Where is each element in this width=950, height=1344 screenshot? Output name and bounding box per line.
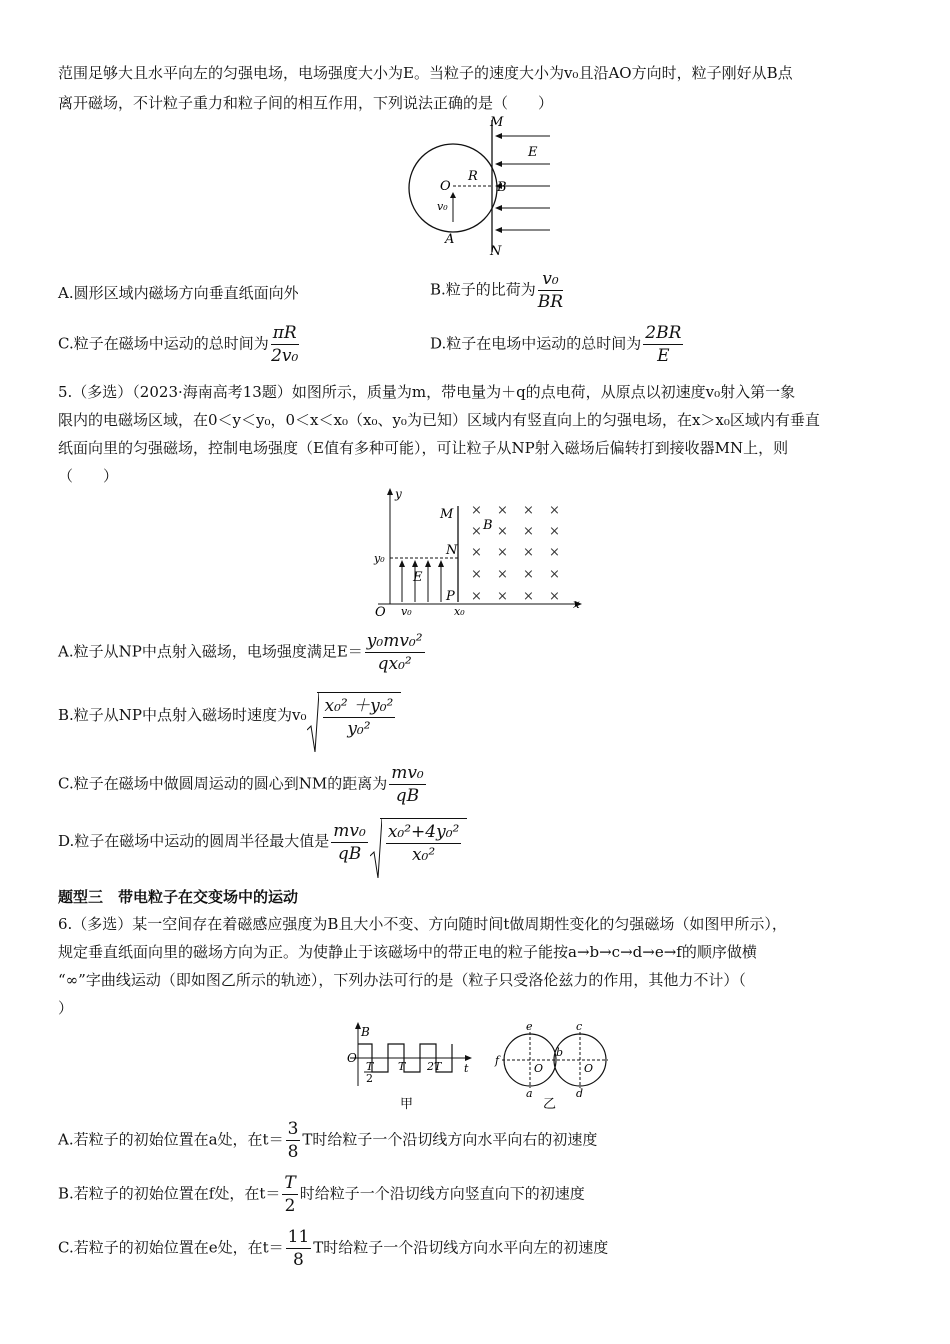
q4-option-d: D.粒子在电场中运动的总时间为 $\frac{2BR}{E}$ [430,323,682,366]
label-e: e [526,1020,533,1033]
label-T2-num: T [366,1060,374,1073]
svg-text:×: × [549,589,560,604]
section-title: 题型三 带电粒子在交变场中的运动 [58,888,299,906]
label-O: O [375,605,386,619]
label-c: c [576,1020,583,1033]
label-O: O [440,179,451,194]
svg-text:×: × [523,503,534,518]
label-O2: O [584,1062,594,1075]
label-2T: 2T [427,1060,442,1073]
svg-text:×: × [471,524,482,539]
q6-line1: 6.（多选）某一空间存在着磁感应强度为B且大小不变、方向随时间t做周期性变化的匀强磁场（如图甲所示）， [58,915,787,933]
q4-option-c: C.粒子在磁场中运动的总时间为 $\frac{\pi R}{\text{2v₀}}$ [58,323,299,366]
svg-text:×: × [497,524,508,539]
label-x0: x₀ [454,605,465,618]
q5-option-b: B.粒子从NP中点射入磁场时速度为v₀ $\frac{\text{x₀² ＋y₀²}}{\text{y₀²}}$ [58,692,401,740]
q5-line1: 5.（多选）（2023·海南高考13题）如图所示，质量为m，带电量为＋q的点电荷，从原点以初速度v₀射入第一象 [58,383,796,401]
label-A: A [445,232,455,247]
label-M: M [490,115,504,130]
label-t: t [464,1062,469,1075]
svg-text:×: × [497,545,508,560]
q6-option-a: A.若粒子的初始位置在a处，在t＝ $\frac{3}{8}$ T时给粒子一个沿切线方向水平向右的初速度 [58,1119,598,1162]
label-R: R [468,169,478,184]
label-v0: v₀ [401,605,412,618]
svg-text:×: × [497,589,508,604]
label-x: x [573,597,580,611]
q6-option-c: C.若粒子的初始位置在e处，在t＝ $\frac{11}{8}$ T时给粒子一个沿切线方向水平向左的初速度 [58,1227,609,1270]
figure-em-field [368,484,588,619]
svg-text:×: × [471,589,482,604]
q5-line4: （ ） [58,467,119,485]
svg-text:×: × [549,567,560,582]
svg-text:×: × [549,503,560,518]
svg-text:×: × [549,545,560,560]
figure-circle-field [400,112,560,262]
label-b: b [556,1046,564,1059]
label-O: O [347,1051,357,1065]
q5-option-c: C.粒子在磁场中做圆周运动的圆心到NM的距离为 $\frac{\text{mv₀}}{qB}$ [58,763,424,806]
q4-intro-line1: 范围足够大且水平向左的匀强电场，电场强度大小为E。当粒子的速度大小为v₀且沿AO方向时，粒子刚好从B点 [58,64,793,82]
q6-option-b: B.若粒子的初始位置在f处，在t＝ $\frac{T}{2}$ 时给粒子一个沿切线方向竖直向下的初速度 [58,1173,585,1216]
svg-text:×: × [523,545,534,560]
label-N: N [446,543,458,558]
svg-text:×: × [523,567,534,582]
label-B: B [483,518,493,533]
figure-alternating-field [340,1018,620,1118]
q5-option-a: A.粒子从NP中点射入磁场，电场强度满足E＝ $\frac{\text{y₀mv₀²}}{\text{qx₀²}}$ [58,631,423,674]
svg-text:×: × [471,567,482,582]
svg-text:×: × [523,589,534,604]
q6-line3: “∞”字曲线运动（即如图乙所示的轨迹），下列办法可行的是（粒子只受洛伦兹力的作用，其他力不计）（ [58,971,746,989]
label-P: P [446,589,455,604]
label-jia: 甲 [400,1097,414,1112]
svg-text:×: × [549,524,560,539]
q4-option-b: B.粒子的比荷为 $\frac{\text{v₀}}{BR}$ [430,269,564,312]
q6-line2: 规定垂直纸面向里的磁场方向为正。为使静止于该磁场中的带正电的粒子能按a→b→c→d→e→f的顺序做横 [58,943,757,961]
svg-text:×: × [471,503,482,518]
svg-text:×: × [471,545,482,560]
q6-line4: ） [58,999,74,1017]
label-f: f [495,1054,500,1067]
label-T2-den: 2 [366,1072,373,1085]
q4-intro-line2: 离开磁场，不计粒子重力和粒子间的相互作用，下列说法正确的是（ ） [58,94,554,112]
label-B: B [497,180,507,195]
q4-option-a: A.圆形区域内磁场方向垂直纸面向外 [58,284,299,302]
label-T: T [398,1060,406,1073]
svg-text:×: × [497,567,508,582]
label-a: a [526,1087,533,1100]
label-B: B [361,1025,370,1039]
label-yi: 乙 [543,1097,557,1112]
q5-option-d: D.粒子在磁场中运动的圆周半径最大值是 $\frac{\text{mv₀}}{qB}$ $\frac{\text{x₀²+4y₀²}}{\text{x₀²}}$ [58,818,467,866]
label-d: d [576,1087,584,1100]
label-M: M [440,507,454,522]
label-v0: v₀ [437,200,448,213]
svg-text:×: × [523,524,534,539]
q5-line3: 纸面向里的匀强磁场，控制电场强度（E值有多种可能），可让粒子从NP射入磁场后偏转打到接收器MN上，则 [58,439,789,457]
label-y0: y₀ [374,552,385,565]
label-E: E [413,570,423,585]
svg-text:×: × [497,503,508,518]
q5-line2: 限内的电磁场区域，在0＜y＜y₀，0＜x＜x₀（x₀、y₀为已知）区域内有竖直向上的匀强电场，在x＞x₀区域内有垂直 [58,411,820,429]
label-N: N [490,244,502,259]
label-y: y [395,487,402,501]
label-E: E [528,145,538,160]
label-O1: O [534,1062,544,1075]
